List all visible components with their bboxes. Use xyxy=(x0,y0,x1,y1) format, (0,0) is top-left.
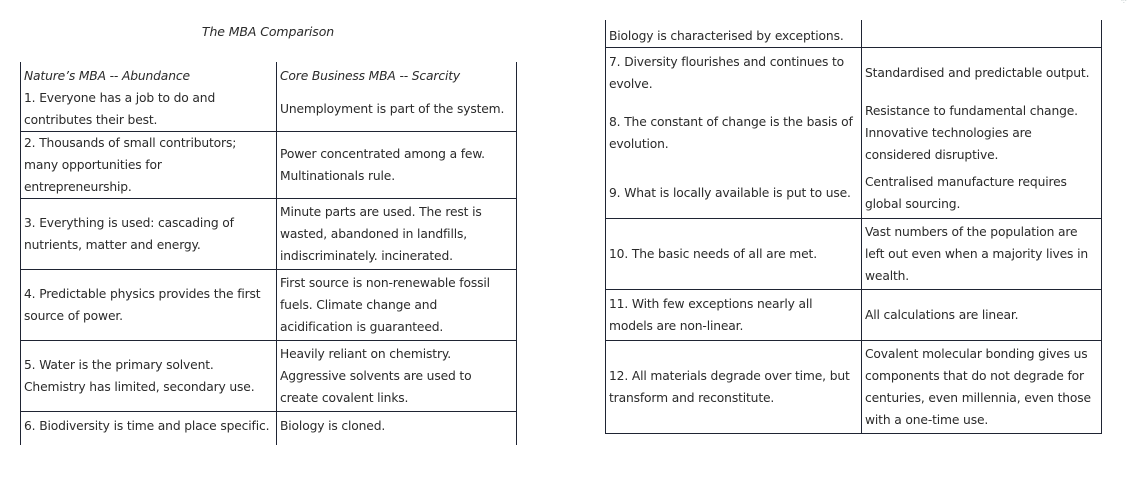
business-cell: All calculations are linear. xyxy=(862,290,1102,341)
page-title: The MBA Comparison xyxy=(201,24,335,39)
table-row xyxy=(606,48,1102,99)
table-header-row xyxy=(21,62,517,87)
nature-cell: 4. Predictable physics provides the first source of power. xyxy=(21,270,277,341)
business-cell: Vast numbers of the population are left out even when a majority lives in wealth. xyxy=(862,219,1102,290)
column-header-business: Core Business MBA -- Scarcity xyxy=(277,62,517,87)
business-cell: Heavily reliant on chemistry. Aggressive solvents are used to create covalent links. xyxy=(277,341,517,412)
table-row xyxy=(606,219,1102,290)
table-row xyxy=(21,87,517,132)
nature-cell: Biology is characterised by exceptions. xyxy=(606,20,862,48)
business-cell xyxy=(862,20,1102,48)
nature-cell: 5. Water is the primary solvent. Chemistry has limited, secondary use. xyxy=(21,341,277,412)
comparison-table-page-1 xyxy=(20,62,517,445)
nature-cell: 6. Biodiversity is time and place specific. xyxy=(21,412,277,446)
business-cell: Centralised manufacture requires global sourcing. xyxy=(862,168,1102,219)
table-row xyxy=(606,290,1102,341)
table-row xyxy=(21,132,517,199)
business-cell: Power concentrated among a few. Multinationals rule. xyxy=(277,132,517,199)
nature-cell: 3. Everything is used: cascading of nutrients, matter and energy. xyxy=(21,199,277,270)
corner-artifact: ·:· xyxy=(1121,0,1127,5)
nature-cell: 7. Diversity flourishes and continues to evolve. xyxy=(606,48,862,99)
business-cell: First source is non-renewable fossil fuels. Climate change and acidification is guaranteed. xyxy=(277,270,517,341)
business-cell: Standardised and predictable output. xyxy=(862,48,1102,99)
column-header-nature: Nature’s MBA -- Abundance xyxy=(21,62,277,87)
nature-cell: 10. The basic needs of all are met. xyxy=(606,219,862,290)
nature-cell: 11. With few exceptions nearly all models are non-linear. xyxy=(606,290,862,341)
nature-cell: 8. The constant of change is the basis of evolution. xyxy=(606,98,862,168)
business-cell: Covalent molecular bonding gives us components that do not degrade for centuries, even millennia, even those with a one-time use. xyxy=(862,341,1102,434)
business-cell: Resistance to fundamental change. Innovative technologies are considered disruptive. xyxy=(862,98,1102,168)
nature-cell: 9. What is locally available is put to use. xyxy=(606,168,862,219)
nature-cell: 12. All materials degrade over time, but transform and reconstitute. xyxy=(606,341,862,434)
business-cell: Biology is cloned. xyxy=(277,412,517,446)
business-cell: Unemployment is part of the system. xyxy=(277,87,517,132)
table-row xyxy=(606,341,1102,434)
table-row-continuation xyxy=(606,20,1102,48)
nature-cell: 2. Thousands of small contributors; many opportunities for entrepreneurship. xyxy=(21,132,277,199)
table-row xyxy=(21,341,517,412)
nature-cell: 1. Everyone has a job to do and contributes their best. xyxy=(21,87,277,132)
table-row xyxy=(21,199,517,270)
business-cell: Minute parts are used. The rest is wasted, abandoned in landfills, indiscriminately. incinerated. xyxy=(277,199,517,270)
comparison-table-page-2 xyxy=(605,20,1102,434)
table-row xyxy=(21,270,517,341)
table-row xyxy=(606,168,1102,219)
table-row xyxy=(21,412,517,446)
table-row xyxy=(606,98,1102,168)
